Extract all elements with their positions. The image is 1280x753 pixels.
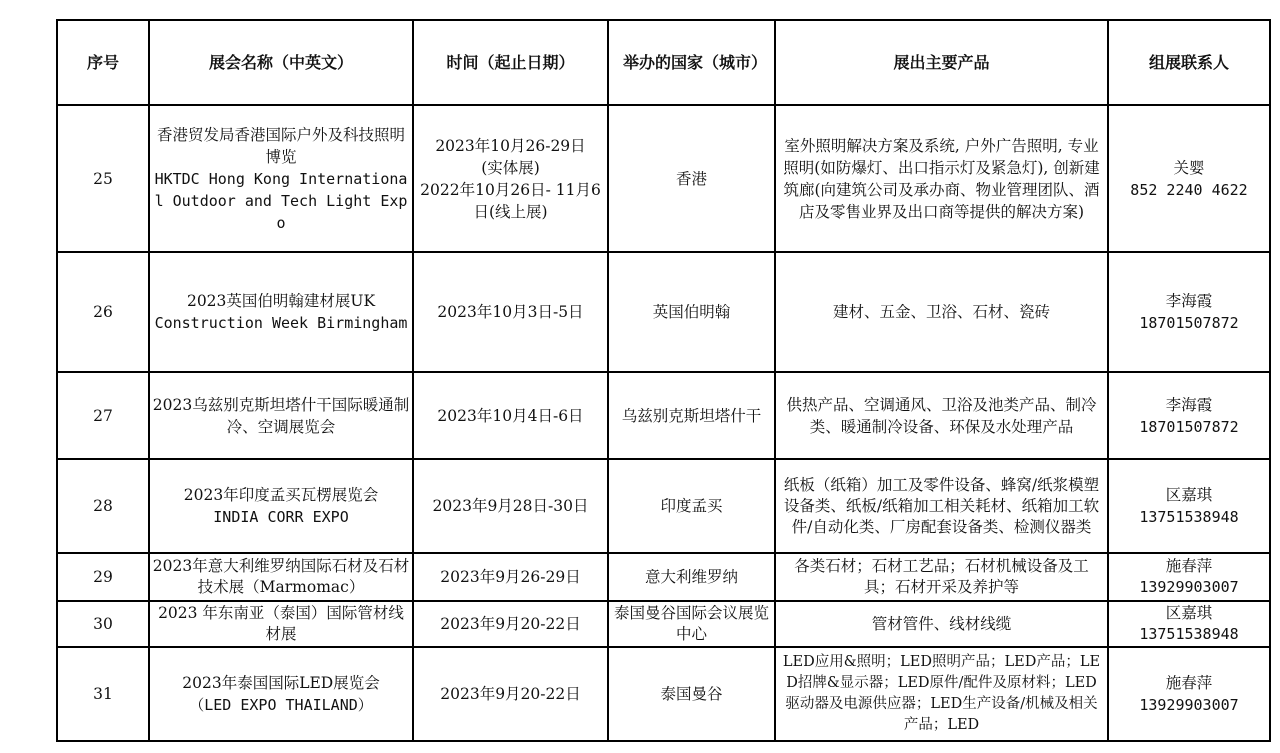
row-contact-name: 施春萍	[1165, 557, 1213, 575]
row-contact	[1108, 372, 1270, 459]
row-time	[413, 372, 608, 459]
row-products-text: 室外照明解决方案及系统, 户外广告照明, 专业照明(如防爆灯、出口指示灯及紧急灯), 创新建筑廊(向建筑公司及承办商、物业管理团队、酒店及零售业界及出口商等提供的解决方案)	[783, 136, 1100, 221]
row-products	[775, 105, 1108, 252]
header-products: 展出主要产品	[775, 20, 1108, 105]
row-location: 香港	[608, 105, 775, 252]
header-row	[57, 20, 1270, 105]
row-contact-name: 李海霞	[1165, 292, 1213, 310]
row-products-text: LED应用&照明；LED照明产品；LED产品；LED招牌&显示器；LED原件/配件及原材料；LED驱动器及电源供应器；LED生产设备/机械及相关产品；LED	[782, 654, 1101, 733]
row-time	[413, 553, 608, 601]
row-contact	[1108, 459, 1270, 553]
row-products	[775, 372, 1108, 459]
row-location: 乌兹别克斯坦塔什干	[608, 372, 775, 459]
row-no: 31	[57, 647, 149, 741]
row-name	[149, 647, 413, 741]
row-name	[149, 252, 413, 372]
row-time-1: 2023年9月20-22日	[440, 685, 581, 703]
row-no: 26	[57, 252, 149, 372]
table-row	[57, 601, 1270, 647]
table-row	[57, 647, 1270, 741]
header-contact: 组展联系人	[1108, 20, 1270, 105]
row-time-2: (实体展)	[481, 158, 540, 177]
row-contact-name: 李海霞	[1165, 395, 1213, 414]
row-products	[775, 601, 1108, 647]
row-name	[149, 601, 413, 647]
row-products	[775, 553, 1108, 601]
table-row	[57, 372, 1270, 459]
row-products-text: 供热产品、空调通风、卫浴及池类产品、制冷类、暖通制冷设备、环保及水处理产品	[786, 395, 1097, 436]
row-time	[413, 601, 608, 647]
row-contact	[1108, 601, 1270, 647]
row-products	[775, 459, 1108, 553]
row-products-text: 各类石材；石材工艺品；石材机械设备及工具；石材开采及养护等	[794, 557, 1089, 596]
row-no: 28	[57, 459, 149, 553]
row-products-text: 管材管件、线材线缆	[871, 615, 1012, 633]
row-location: 意大利维罗纳	[608, 553, 775, 601]
row-products	[775, 647, 1108, 741]
table-row	[57, 252, 1270, 372]
row-time	[413, 105, 608, 252]
exhibition-table	[56, 19, 1271, 742]
row-time	[413, 252, 608, 372]
row-products-text: 建材、五金、卫浴、石材、瓷砖	[832, 303, 1050, 321]
row-contact-phone: 13751538948	[1139, 625, 1239, 643]
row-time	[413, 647, 608, 741]
header-time: 时间（起止日期）	[413, 20, 608, 105]
row-no: 29	[57, 553, 149, 601]
row-contact	[1108, 105, 1270, 252]
row-name-en: （LED EXPO THAILAND）	[189, 696, 373, 714]
row-no: 27	[57, 372, 149, 459]
row-time	[413, 459, 608, 553]
row-no: 25	[57, 105, 149, 252]
row-name-cn: 2023 年东南亚（泰国）国际管材线材展	[158, 604, 404, 643]
row-contact-name: 关婴	[1173, 158, 1205, 177]
row-name	[149, 372, 413, 459]
row-no: 30	[57, 601, 149, 647]
row-time-1: 2023年10月3日-5日	[437, 303, 584, 321]
row-time-1: 2023年10月4日-6日	[437, 406, 584, 425]
row-location: 泰国曼谷	[608, 647, 775, 741]
row-products-text: 纸板（纸箱）加工及零件设备、蜂窝/纸浆模塑设备类、纸板/纸箱加工相关耗材、纸箱加工软件/自动化类、厂房配套设备类、检测仪器类	[783, 475, 1100, 536]
row-location: 泰国曼谷国际会议展览中心	[608, 601, 775, 647]
exhibition-table-sheet	[56, 19, 1271, 742]
row-location: 印度孟买	[608, 459, 775, 553]
row-time-1: 2023年9月28日-30日	[432, 497, 589, 515]
row-contact-phone: 13929903007	[1139, 696, 1239, 714]
row-contact	[1108, 647, 1270, 741]
row-name-cn: 2023英国伯明翰建材展UK	[186, 292, 376, 310]
row-contact	[1108, 553, 1270, 601]
row-contact-phone: 18701507872	[1139, 314, 1239, 332]
row-contact-phone: 13751538948	[1139, 508, 1239, 526]
row-name-en: INDIA CORR EXPO	[213, 508, 349, 526]
row-name-cn: 香港贸发局香港国际户外及科技照明博览	[156, 125, 405, 166]
row-name-cn: 2023年印度孟买瓦楞展览会	[183, 486, 379, 504]
row-time-1: 2023年9月20-22日	[440, 615, 581, 633]
row-time-1: 2023年9月26-29日	[440, 568, 581, 586]
row-name	[149, 553, 413, 601]
table-row	[57, 459, 1270, 553]
row-contact-phone: 852 2240 4622	[1130, 180, 1248, 199]
header-name: 展会名称（中英文）	[149, 20, 413, 105]
row-contact-name: 区嘉琪	[1165, 486, 1213, 504]
row-contact	[1108, 252, 1270, 372]
table-row	[57, 553, 1270, 601]
row-contact-phone: 18701507872	[1139, 417, 1239, 436]
header-no: 序号	[57, 20, 149, 105]
row-location: 英国伯明翰	[608, 252, 775, 372]
row-name	[149, 105, 413, 252]
table-row	[57, 105, 1270, 252]
row-name-cn: 2023年意大利维罗纳国际石材及石材技术展（Marmomac）	[152, 557, 410, 596]
row-contact-name: 施春萍	[1165, 674, 1213, 692]
row-name-cn: 2023乌兹别克斯坦塔什干国际暖通制冷、空调展览会	[152, 395, 410, 436]
row-time-3: 2022年10月26日- 11月6日(线上展)	[420, 180, 601, 221]
row-contact-phone: 13929903007	[1139, 578, 1239, 596]
row-name-en: HKTDC Hong Kong International Outdoor and Tech Light Expo	[154, 169, 408, 232]
row-name-cn: 2023年泰国国际LED展览会	[182, 674, 380, 692]
row-time-1: 2023年10月26-29日	[435, 136, 586, 155]
row-name-en: Construction Week Birmingham	[154, 314, 408, 332]
row-contact-name: 区嘉琪	[1165, 604, 1213, 622]
header-location: 举办的国家（城市）	[608, 20, 775, 105]
row-name	[149, 459, 413, 553]
row-products	[775, 252, 1108, 372]
